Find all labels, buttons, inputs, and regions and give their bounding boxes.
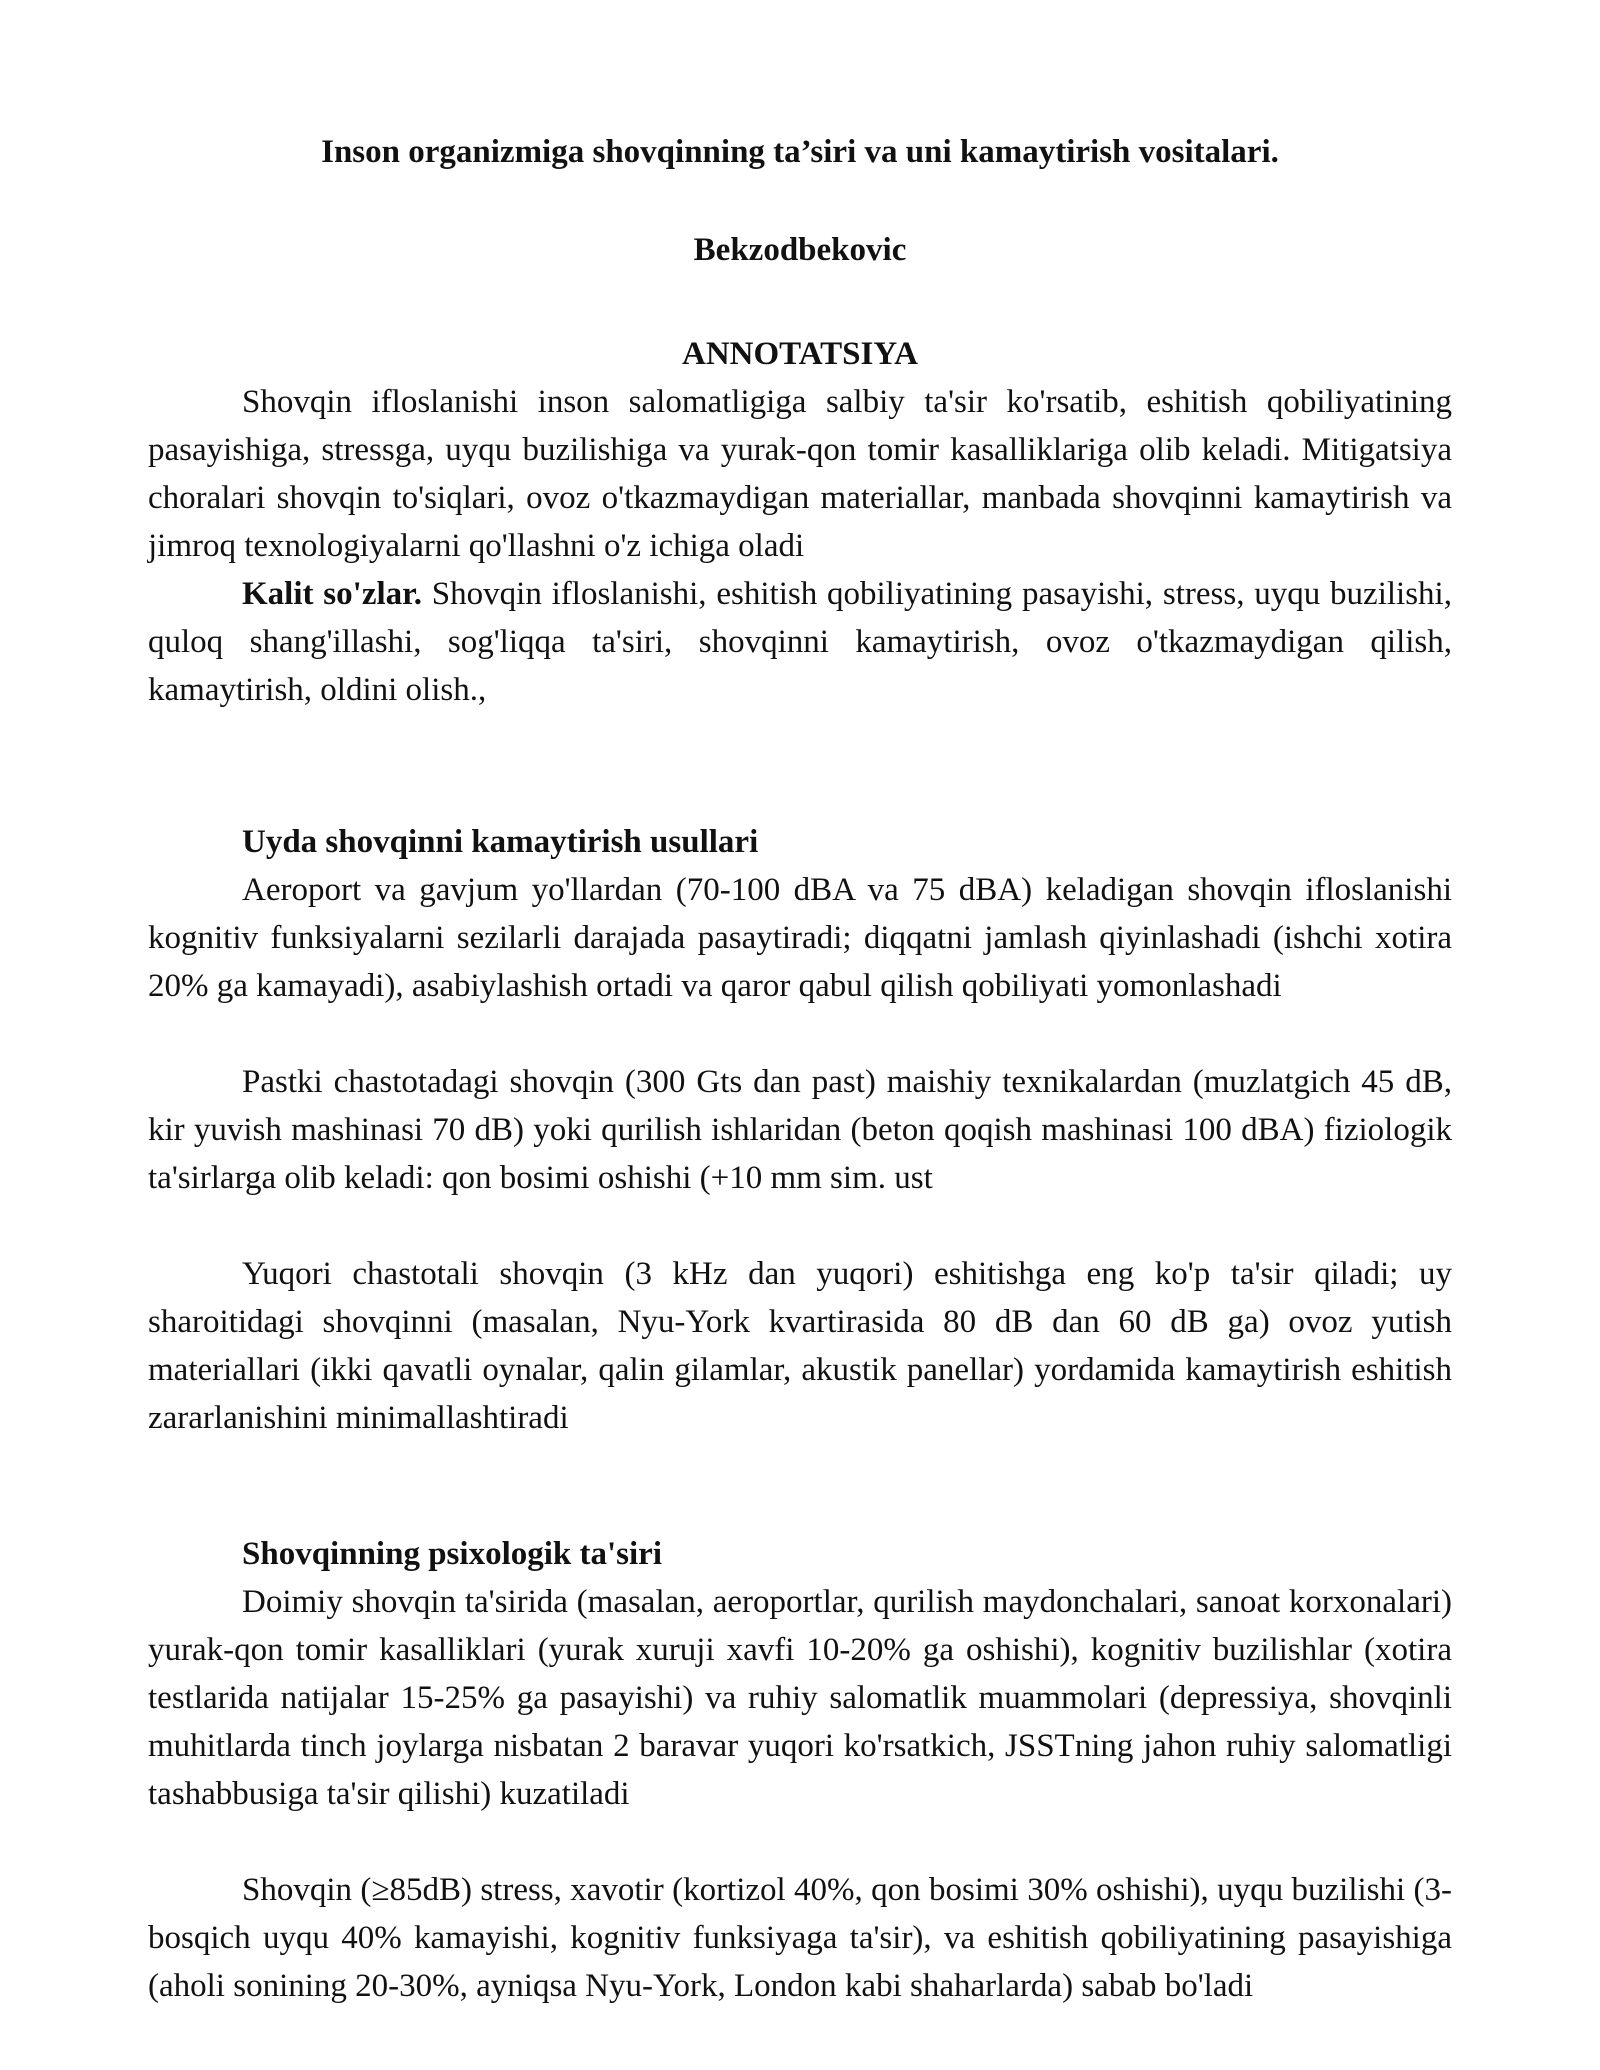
author-name: Bekzodbekovic xyxy=(693,232,907,268)
annotation-paragraph: Shovqin ifloslanishi inson salomatligiga salbiy ta'sir ko'rsatib, eshitish qobiliyatining pasayishiga, stressga, uyqu buzilishiga va yurak-qon tomir kasalliklariga olib keladi. Mitigatsiya choralari shovqin to'siqlari, ovoz o'tkazmaydigan materiallar, manbada shovqinni kamaytirish va jimroq texnologiyalarni qo'llashni o'z ichiga oladi xyxy=(148,384,1452,564)
paragraph-gap xyxy=(148,1202,1452,1250)
annotation-block xyxy=(148,330,1452,714)
section-paragraph: Aeroport va gavjum yo'llardan (70-100 dBA va 75 dBA) keladigan shovqin ifloslanishi kognitiv funksiyalarni sezilarli darajada pasaytiradi; diqqatni jamlash qiyinlashadi (ishchi xotira 20% ga kamayadi), asabiylashish ortadi va qaror qabul qilish qobiliyati yomonlashadi xyxy=(148,872,1452,1004)
section-paragraph: Yuqori chastotali shovqin (3 kHz dan yuqori) eshitishga eng ko'p ta'sir qiladi; uy sharoitidagi shovqinni (masalan, Nyu-York kvartirasida 80 dB dan 60 dB ga) ovoz yutish materiallari (ikki qavatli oynalar, qalin gilamlar, akustik panellar) yordamida kamaytirish eshitish zararlanishini minimallashtiradi xyxy=(148,1256,1452,1436)
paragraph-gap xyxy=(148,1818,1452,1866)
paragraph-gap xyxy=(148,1010,1452,1058)
keywords-text: Shovqin ifloslanishi, eshitish qobiliyatining pasayishi, stress, uyqu buzilishi, quloq shang'illashi, sog'liqqa ta'siri, shovqinni kamaytirish, ovoz o'tkazmaydigan qilish, kamaytirish, oldini olish., xyxy=(148,576,1452,708)
document-title: Inson organizmiga shovqinning ta’siri va uni kamaytirish vositalari. xyxy=(321,134,1279,170)
section-paragraph: Pastki chastotadagi shovqin (300 Gts dan past) maishiy texnikalardan (muzlatgich 45 dB, kir yuvish mashinasi 70 dB) yoki qurilish ishlaridan (beton qoqish mashinasi 100 dBA) fiziologik ta'sirlarga olib keladi: qon bosimi oshishi (+10 mm sim. ust xyxy=(148,1064,1452,1196)
section-paragraph: Doimiy shovqin ta'sirida (masalan, aeroportlar, qurilish maydonchalari, sanoat korxonalari) yurak-qon tomir kasalliklari (yurak xuruji xavfi 10-20% ga oshishi), kognitiv buzilishlar (xotira testlarida natijalar 15-25% ga pasayishi) va ruhiy salomatlik muammolari (depressiya, shovqinli muhitlarda tinch joylarga nisbatan 2 baravar yuqori ko'rsatkich, JSSTning jahon ruhiy salomatligi tashabbusiga ta'sir qilishi) kuzatiladi xyxy=(148,1584,1452,1812)
section-heading: Uyda shovqinni kamaytirish usullari xyxy=(242,824,759,860)
section-home-noise-reduction xyxy=(148,818,1452,1442)
section-psychological-effects xyxy=(148,1530,1452,2010)
keywords-paragraph xyxy=(148,570,1452,714)
section-paragraph: Shovqin (≥85dB) stress, xavotir (kortizol 40%, qon bosimi 30% oshishi), uyqu buzilishi (3-bosqich uyqu 40% kamayishi, kognitiv funksiyaga ta'sir), va eshitish qobiliyatining pasayishiga (aholi sonining 20-30%, ayniqsa Nyu-York, London kabi shaharlarda) sabab bo'ladi xyxy=(148,1872,1452,2004)
keywords-label: Kalit so'zlar. xyxy=(242,576,422,612)
annotation-heading: ANNOTATSIYA xyxy=(682,336,918,372)
section-heading: Shovqinning psixologik ta'siri xyxy=(242,1536,662,1572)
